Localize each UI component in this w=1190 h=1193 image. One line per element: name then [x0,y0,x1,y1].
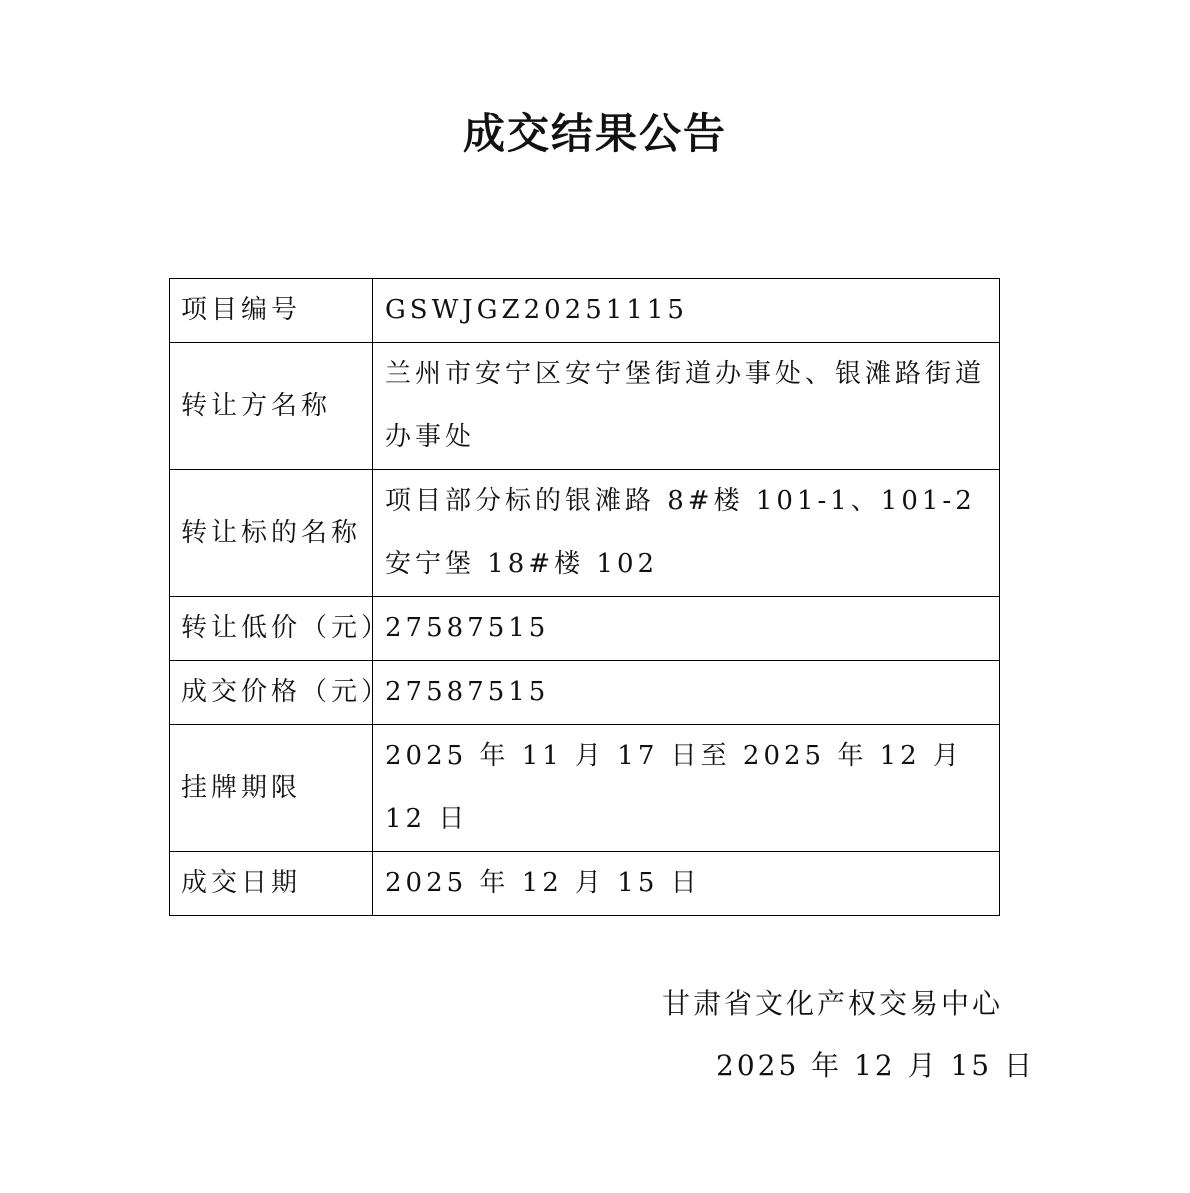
table-row-reserve-price [170,597,1000,661]
table-row-transferor-name [170,343,1000,470]
value-reserve-price: 27587515 [373,597,1000,661]
table-row-deal-date [170,852,1000,916]
value-transferor-name: 兰州市安宁区安宁堡街道办事处、银滩路街道办事处 [373,343,1000,470]
value-deal-date: 2025 年 12 月 15 日 [373,852,1000,916]
value-project-number: GSWJGZ20251115 [373,279,1000,343]
value-listing-period: 2025 年 11 月 17 日至 2025 年 12 月 12 日 [373,725,1000,852]
label-reserve-price: 转让低价（元） [170,597,373,661]
label-project-number: 项目编号 [170,279,373,343]
value-subject-name: 项目部分标的银滩路 8#楼 101-1、101-2 安宁堡 18#楼 102 [373,470,1000,597]
signature-date: 2025 年 12 月 15 日 [716,1049,1036,1082]
value-deal-price: 27587515 [373,661,1000,725]
label-deal-price: 成交价格（元） [170,661,373,725]
table-row-deal-price [170,661,1000,725]
table-row-listing-period [170,725,1000,852]
label-subject-name: 转让标的名称 [170,470,373,597]
document-title: 成交结果公告 [462,109,727,158]
signature-organization: 甘肃省文化产权交易中心 [662,987,1004,1020]
label-deal-date: 成交日期 [170,852,373,916]
label-transferor-name: 转让方名称 [170,343,373,470]
result-table [169,278,1000,916]
table-row-subject-name [170,470,1000,597]
table-row-project-number [170,279,1000,343]
label-listing-period: 挂牌期限 [170,725,373,852]
